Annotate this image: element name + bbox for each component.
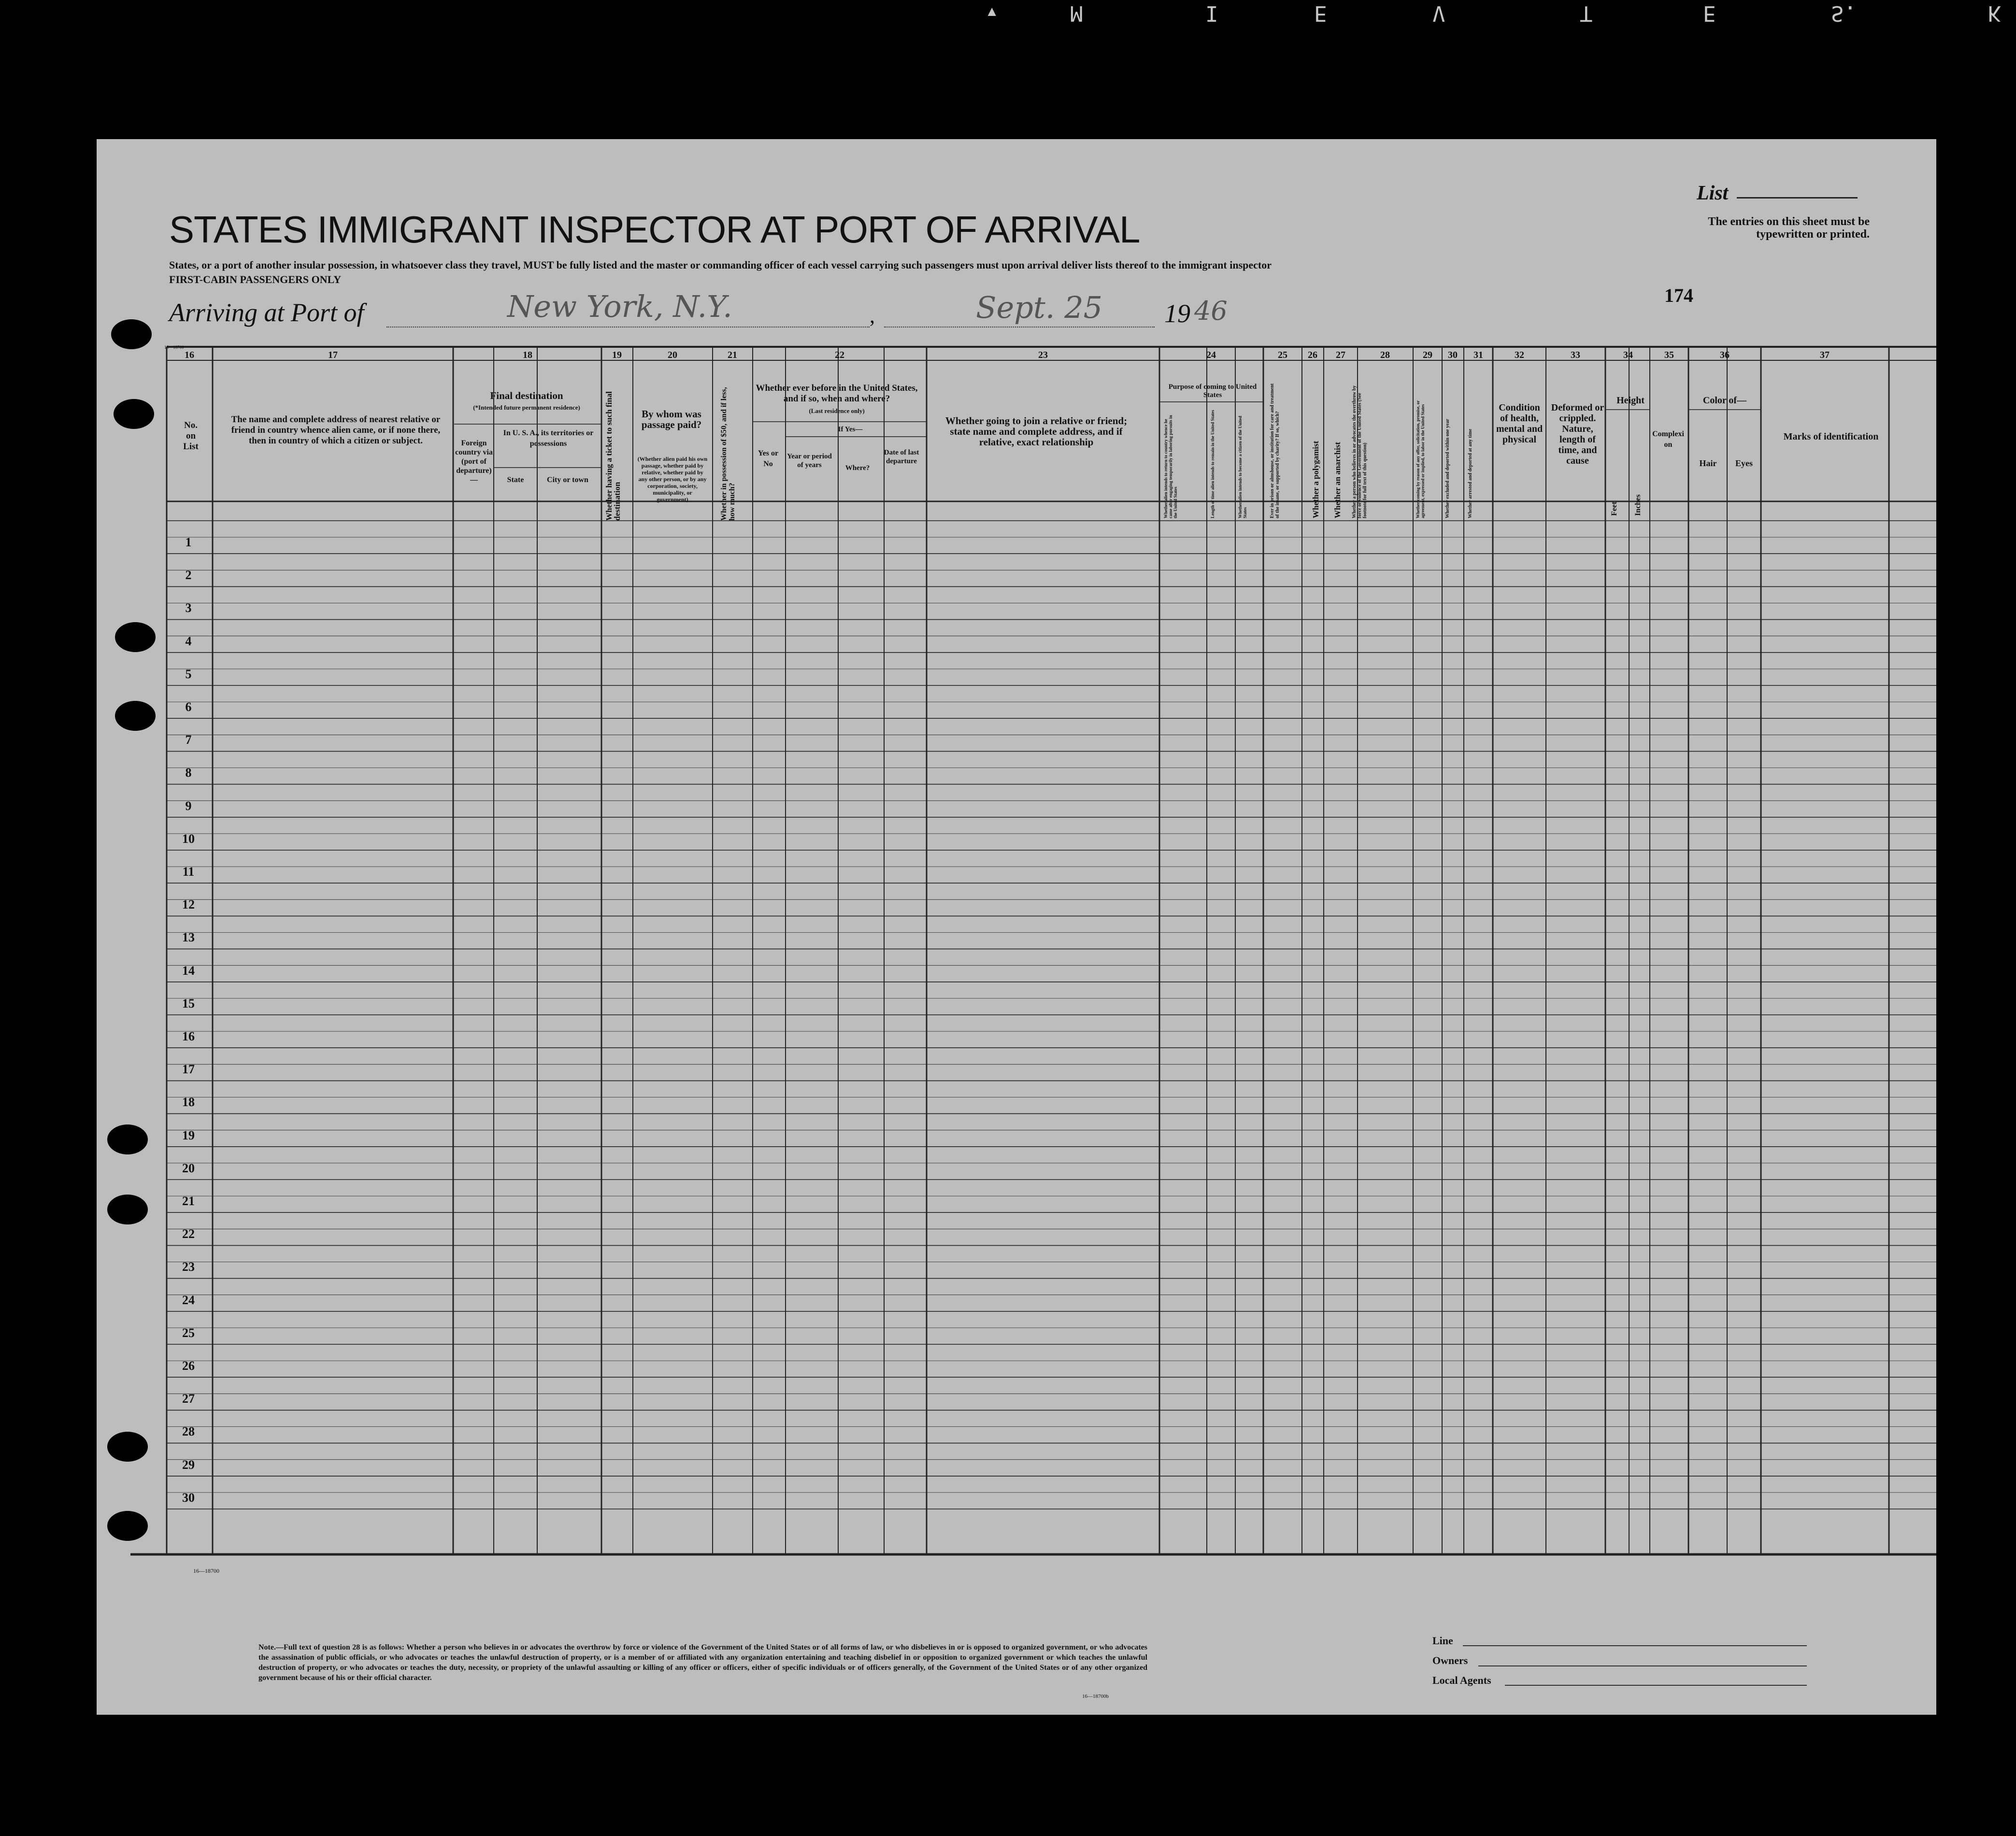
year-suffix: 46 [1194,296,1228,326]
header-final-destination: Final destination [490,390,563,401]
date-value: Sept. 25 [976,290,1103,325]
column-number: 17 [328,350,338,360]
header-prison: Ever in prison or almshouse, or institution for care and treatment of the insane, or supported by charity? If so, which? [1270,383,1280,518]
row-number: 11 [182,865,195,879]
header-excluded: Whether excluded and deported within one year [1445,419,1450,518]
header-year-or-period: Year or period of years [787,453,832,469]
agents-field[interactable] [1505,1685,1807,1686]
header-purpose-citizen: Whether alien intends to become a citizen of the United States [1238,415,1247,518]
port-value: New York, N.Y. [507,289,732,324]
header-hair: Hair [1699,458,1717,468]
row-number: 16 [182,1029,195,1043]
row-number: 27 [182,1392,195,1406]
header-join-relative: Whether going to join a relative or friend; state name and complete address, and if relative, exact relationship [945,415,1128,448]
header-no-on-list: No. on List [183,420,199,452]
row-number: 30 [182,1490,195,1505]
column-number: 21 [728,350,737,360]
row-number: 5 [185,667,192,681]
note-code: 16—18700b [1082,1694,1109,1699]
row-number: 19 [182,1128,195,1142]
instruction: The entries on this sheet must be typewritten or printed. [1708,215,1870,241]
row-number: 7 [185,733,192,747]
column-number: 18 [523,350,532,360]
row-number: 28 [182,1424,195,1439]
film-mark: E [1314,1,1327,26]
header-anarchist: Whether an anarchist [1333,441,1342,518]
row-number: 25 [182,1325,195,1340]
form-code-top: 16—18700 [164,345,184,350]
film-mark: K [1988,1,2001,26]
column-number: 25 [1278,350,1287,360]
header-arrested: Whether arrested and deported at any time [1468,428,1473,518]
header-color-of: Color of— [1702,395,1747,406]
year-prefix: 19 [1164,299,1190,328]
row-number: 20 [182,1161,195,1175]
header-inches: Inches [1634,494,1642,516]
film-mark: M [1070,1,1083,26]
header-where: Where? [845,464,870,472]
header-height: Height [1616,395,1644,406]
agents-label: Local Agents [1432,1674,1491,1686]
row-number: 24 [182,1293,195,1307]
header-state: State [507,476,524,484]
owners-field[interactable] [1478,1665,1807,1666]
row-number: 17 [182,1062,195,1077]
column-number: 16 [185,350,194,360]
film-mark: V [1432,1,1445,26]
column-number: 36 [1720,350,1730,360]
row-number: 9 [185,798,192,813]
header-city-or-town: City or town [547,476,588,484]
row-number: 12 [182,897,195,912]
header-in-usa: In U. S. A., its territories or possessions [503,429,594,448]
header-purpose-return: Whether alien intends to return to country whence he came after engaging temporarily in laboring pursuits in the United States [1163,415,1178,518]
header-fifty-dollars: Whether in possession of $50, and if less, how much? [720,387,736,521]
header-feet: Feet [1610,501,1618,516]
column-number: 31 [1473,350,1483,360]
footnote: Note.—Full text of question 28 is as follows: Whether a person who believes in or advocates the overthrow by force or violence of the Government of the United States or of all forms of law, or who disbelieves in or is opposed to organized government, or who advocates the assassination of public officials, or who advocates or teaches the unlawful destruction of property, or is a member of or affiliated with any organization entertaining and teaching disbelief in or opposition to organized government or which teaches the unlawful destruction of property, or who advocates or teaches the duty, necessity, or propriety of the unlawful assaulting or killing of any officer or officers, either of specific individuals or of officers generally, of the Government of the United States or of any other organized government because of his or their official character. [258,1643,1147,1682]
form-code-bottom: 16—18700 [193,1567,219,1574]
header-purpose-length: Length of time alien intends to remain in the United States [1210,410,1215,518]
header-health: Condition of health, mental and physical [1496,402,1543,445]
column-number: 26 [1308,350,1317,360]
header-relative-address: The name and complete address of nearest relative or friend in country whence alien came, or if none there, then in country of which a citizen or subject. [231,414,441,446]
row-number: 29 [182,1457,195,1472]
film-mark: I [1205,1,1218,26]
row-number: 26 [182,1359,195,1373]
header-complexion: Complexion [1652,430,1684,449]
header-final-destination-note: (*Intended future permanent residence) [473,404,580,411]
header-ever-before: Whether ever before in the United States, and if so, when and where? [756,383,918,404]
column-number: 29 [1423,350,1432,360]
column-number: 19 [612,350,622,360]
row-number: 6 [185,700,192,714]
header-passage-paid-note: (Whether alien paid his own passage, whether paid by relative, whether paid by any other person, or by any corporation, society, municipality, or government) [637,455,708,503]
owners-label: Owners [1432,1654,1468,1666]
row-number: 13 [182,930,195,945]
row-number: 23 [182,1260,195,1274]
film-mark: T [1580,1,1593,26]
header-if-yes: If Yes— [838,426,863,433]
header-last-residence: (Last residence only) [809,407,865,414]
column-number: 20 [668,350,677,360]
header-foreign-country: Foreign country via (port of departure)— [455,439,493,484]
film-edge-marks [0,0,2016,29]
header-yes-or-no: Yes or No [758,449,779,468]
row-number: 18 [182,1095,195,1110]
header-ticket: Whether having a ticket to such final destination [604,391,622,521]
header-overthrow: Whether a person who believes in or advocates the overthrow by force or violence of the Government of the United States (See footnote for full text of this question) [1352,385,1368,518]
line-label: Line [1432,1635,1453,1647]
column-number: 23 [1038,350,1048,360]
film-mark: E [1703,1,1716,26]
arriving-label: Arriving at Port of [169,298,364,327]
film-mark: ▾ [986,1,999,26]
column-number: 37 [1820,350,1830,360]
column-number: 34 [1623,350,1633,360]
comma: , [870,304,875,327]
header-purpose: Purpose of coming to United States [1168,383,1257,399]
table-grid [97,139,1936,1715]
column-number: 22 [835,350,844,360]
column-number: 28 [1380,350,1390,360]
row-number: 4 [185,634,192,648]
row-number: 8 [185,766,192,780]
row-number: 2 [185,568,192,583]
column-number: 35 [1664,350,1674,360]
header-deformed: Deformed or crippled. Nature, length of time, and cause [1551,402,1604,466]
row-number: 3 [185,601,192,615]
header-offer-labor: Whether coming by reason of any offer, solicitation, promise, or agreement, expressed or implied, to labor in the United States [1415,400,1425,518]
header-passage-paid: By whom was passage paid? [641,408,702,430]
row-number: 15 [182,996,195,1011]
column-number: 30 [1448,350,1458,360]
column-number: 24 [1206,350,1216,360]
column-number: 33 [1571,350,1580,360]
row-number: 10 [182,831,195,846]
film-mark: S. [1831,1,1857,26]
page-title: STATES IMMIGRANT INSPECTOR AT PORT OF ARRIVAL [169,208,1140,251]
header-marks-identification: Marks of identification [1783,431,1879,442]
class-line: FIRST-CABIN PASSENGERS ONLY [169,273,342,285]
column-number: 27 [1336,350,1345,360]
manifest-sheet [97,139,1936,1715]
row-number: 1 [185,535,192,549]
header-polygamist: Whether a polygamist [1311,441,1320,518]
subtitle: States, or a port of another insular possession, in whatsoever class they travel, MUST be fully listed and the master or commanding officer of each vessel carrying such passengers must upon arrival deliver lists thereof to the immigrant inspector [169,259,1272,271]
header-eyes: Eyes [1735,458,1753,468]
row-number: 14 [182,963,195,978]
list-label: List [1697,182,1729,204]
row-number: 21 [182,1194,195,1208]
line-field[interactable] [1463,1645,1807,1646]
sheet-number: 174 [1664,285,1693,306]
column-number: 32 [1515,350,1524,360]
header-date-last-departure: Date of last departure [884,449,919,465]
row-number: 22 [182,1227,195,1241]
